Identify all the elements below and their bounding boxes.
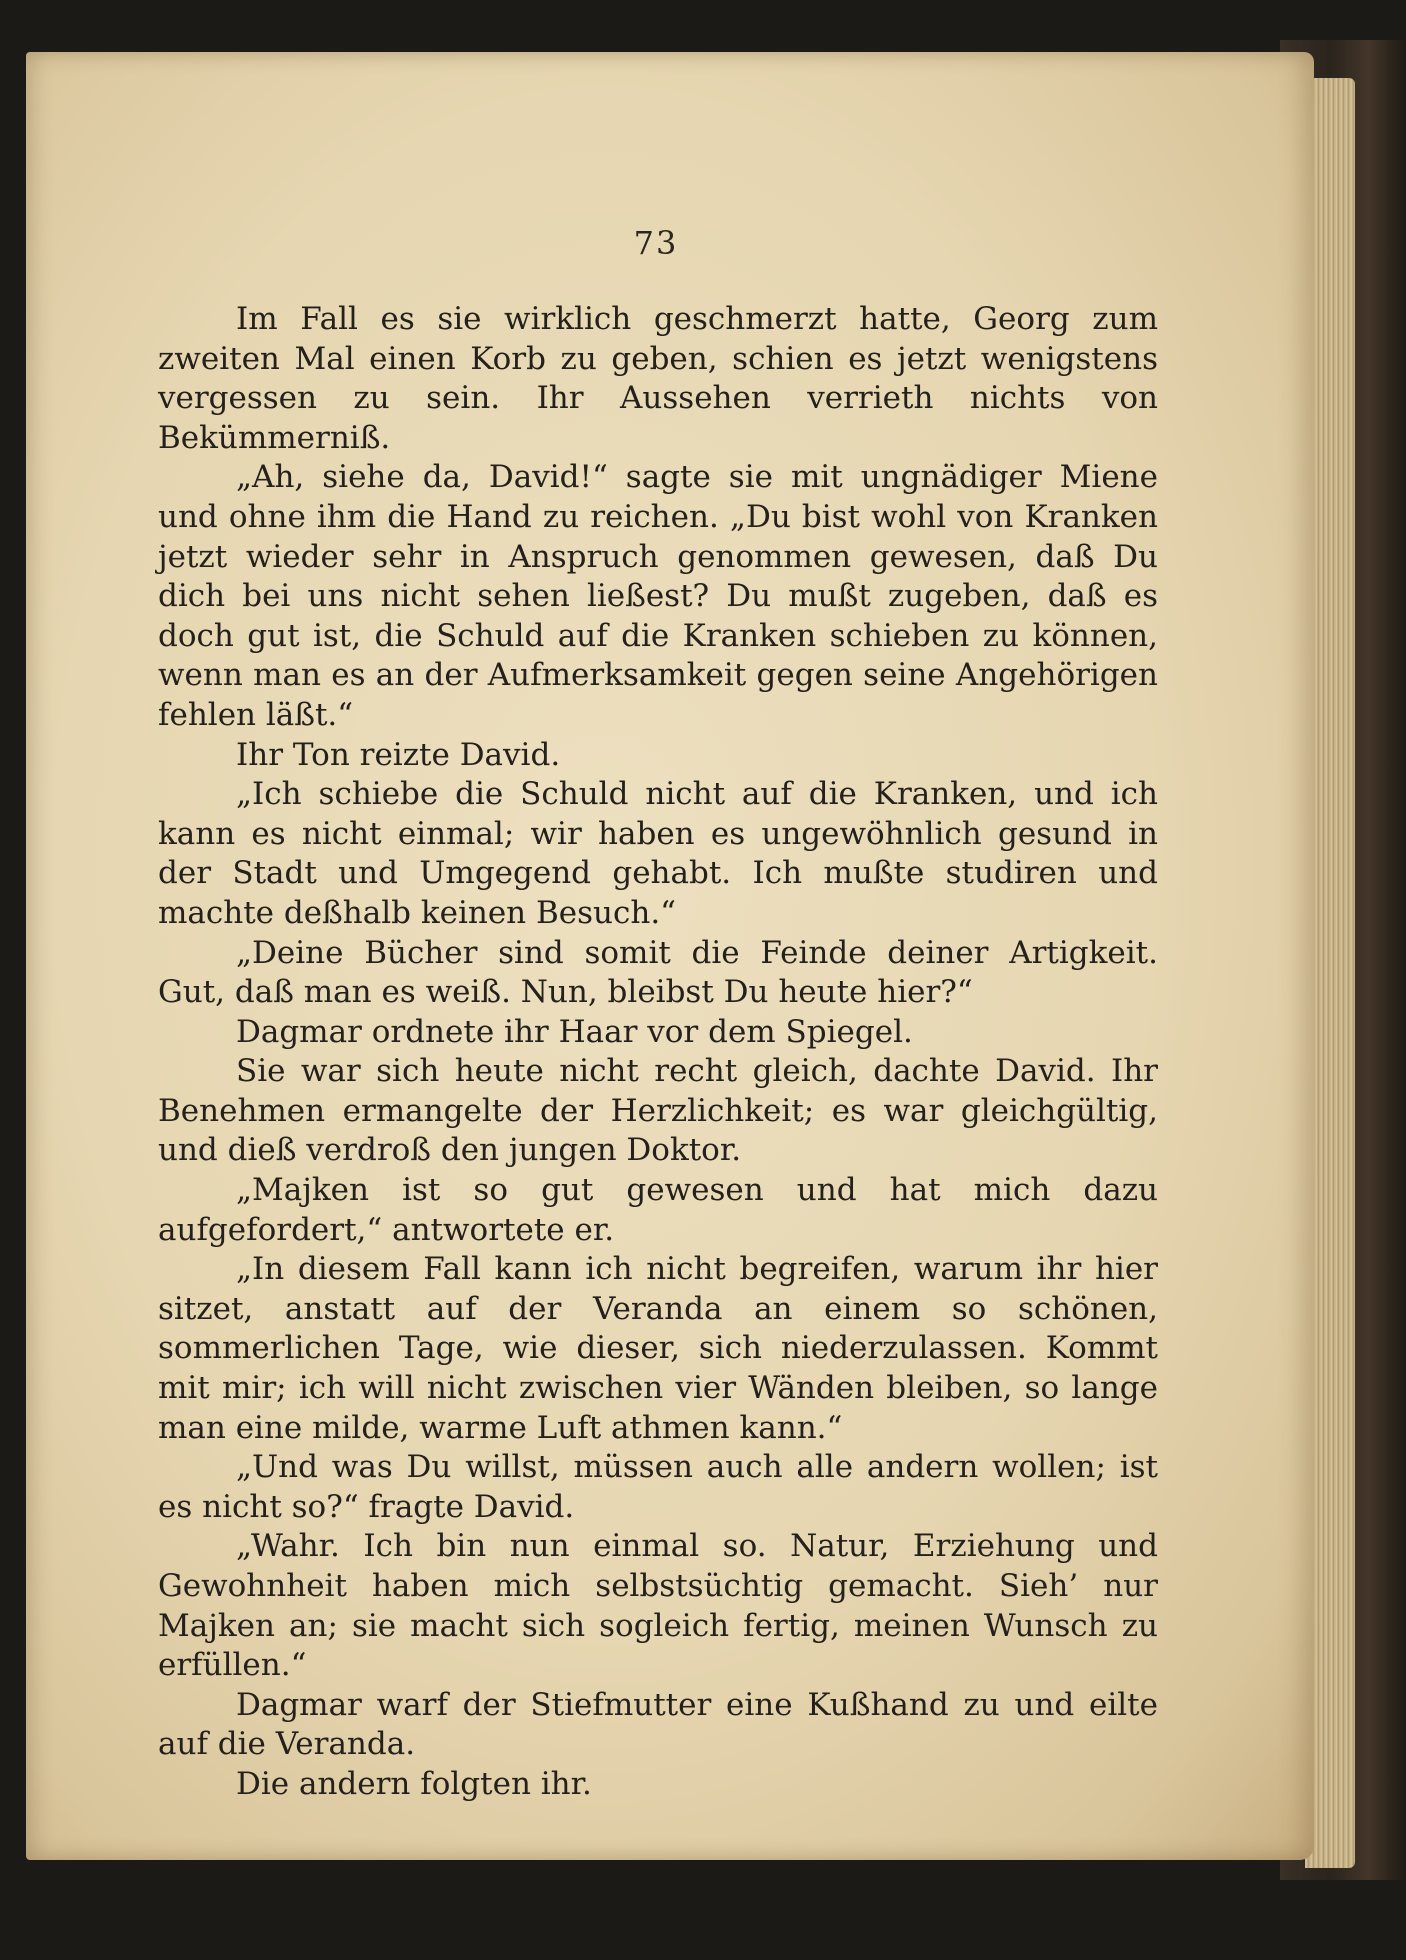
paragraph: Sie war sich heute nicht recht gleich, dachte David. Ihr Benehmen ermangelte der Herzlichkeit; es war gleichgültig, und dieß verdroß den jungen Doktor. xyxy=(158,1053,1158,1169)
paragraph: „Majken ist so gut gewesen und hat mich dazu aufgefordert,“ antwortete er. xyxy=(158,1172,1158,1248)
paragraph: „Deine Bücher sind somit die Feinde deiner Artigkeit. Gut, daß man es weiß. Nun, bleibst Du heute hier?“ xyxy=(158,934,1158,1011)
paragraph: „Ah, siehe da, David!“ sagte sie mit ungnädiger Miene und ohne ihm die Hand zu reichen. „Du bist wohl von Kranken jetzt wieder sehr in Anspruch genommen gewesen, daß Du dich bei uns nicht sehen ließest? Du mußt zugeben, daß es doch gut ist, die Schuld auf die Kranken schieben zu können, wenn man es an der Aufmerksamkeit gegen seine Angehörigen fehlen läßt.“ xyxy=(158,459,1158,733)
book-page xyxy=(26,52,1314,1860)
paragraph: Ihr Ton reizte David. xyxy=(236,736,561,773)
paragraph: „Und was Du willst, müssen auch alle andern wollen; ist es nicht so?“ fragte David. xyxy=(158,1449,1158,1525)
paragraph: „Wahr. Ich bin nun einmal so. Natur, Erziehung und Gewohnheit haben mich selbstsüchtig gemacht. Sieh’ nur Majken an; sie macht sich sogleich fertig, meinen Wunsch zu erfüllen.“ xyxy=(158,1528,1158,1684)
paragraph: Dagmar ordnete ihr Haar vor dem Spiegel. xyxy=(236,1013,913,1050)
page-text xyxy=(158,300,1158,1805)
page-number: 73 xyxy=(633,224,679,262)
paragraph: Im Fall es sie wirklich geschmerzt hatte, Georg zum zweiten Mal einen Korb zu geben, schien es jetzt wenigstens vergessen zu sein. Ihr Aussehen verrieth nichts von Bekümmerniß. xyxy=(158,301,1158,456)
paragraph: Die andern folgten ihr. xyxy=(236,1765,592,1802)
paragraph: „In diesem Fall kann ich nicht begreifen, warum ihr hier sitzet, anstatt auf der Veranda an einem so schönen, sommerlichen Tage, wie dieser, sich niederzulassen. Kommt mit mir; ich will nicht zwischen vier Wänden bleiben, so lange man eine milde, warme Luft athmen kann.“ xyxy=(158,1251,1158,1446)
paragraph: Dagmar warf der Stiefmutter eine Kußhand zu und eilte auf die Veranda. xyxy=(158,1686,1158,1763)
paragraph: „Ich schiebe die Schuld nicht auf die Kranken, und ich kann es nicht einmal; wir haben es ungewöhnlich gesund in der Stadt und Umgegend gehabt. Ich mußte studiren und machte deßhalb keinen Besuch.“ xyxy=(158,776,1158,931)
